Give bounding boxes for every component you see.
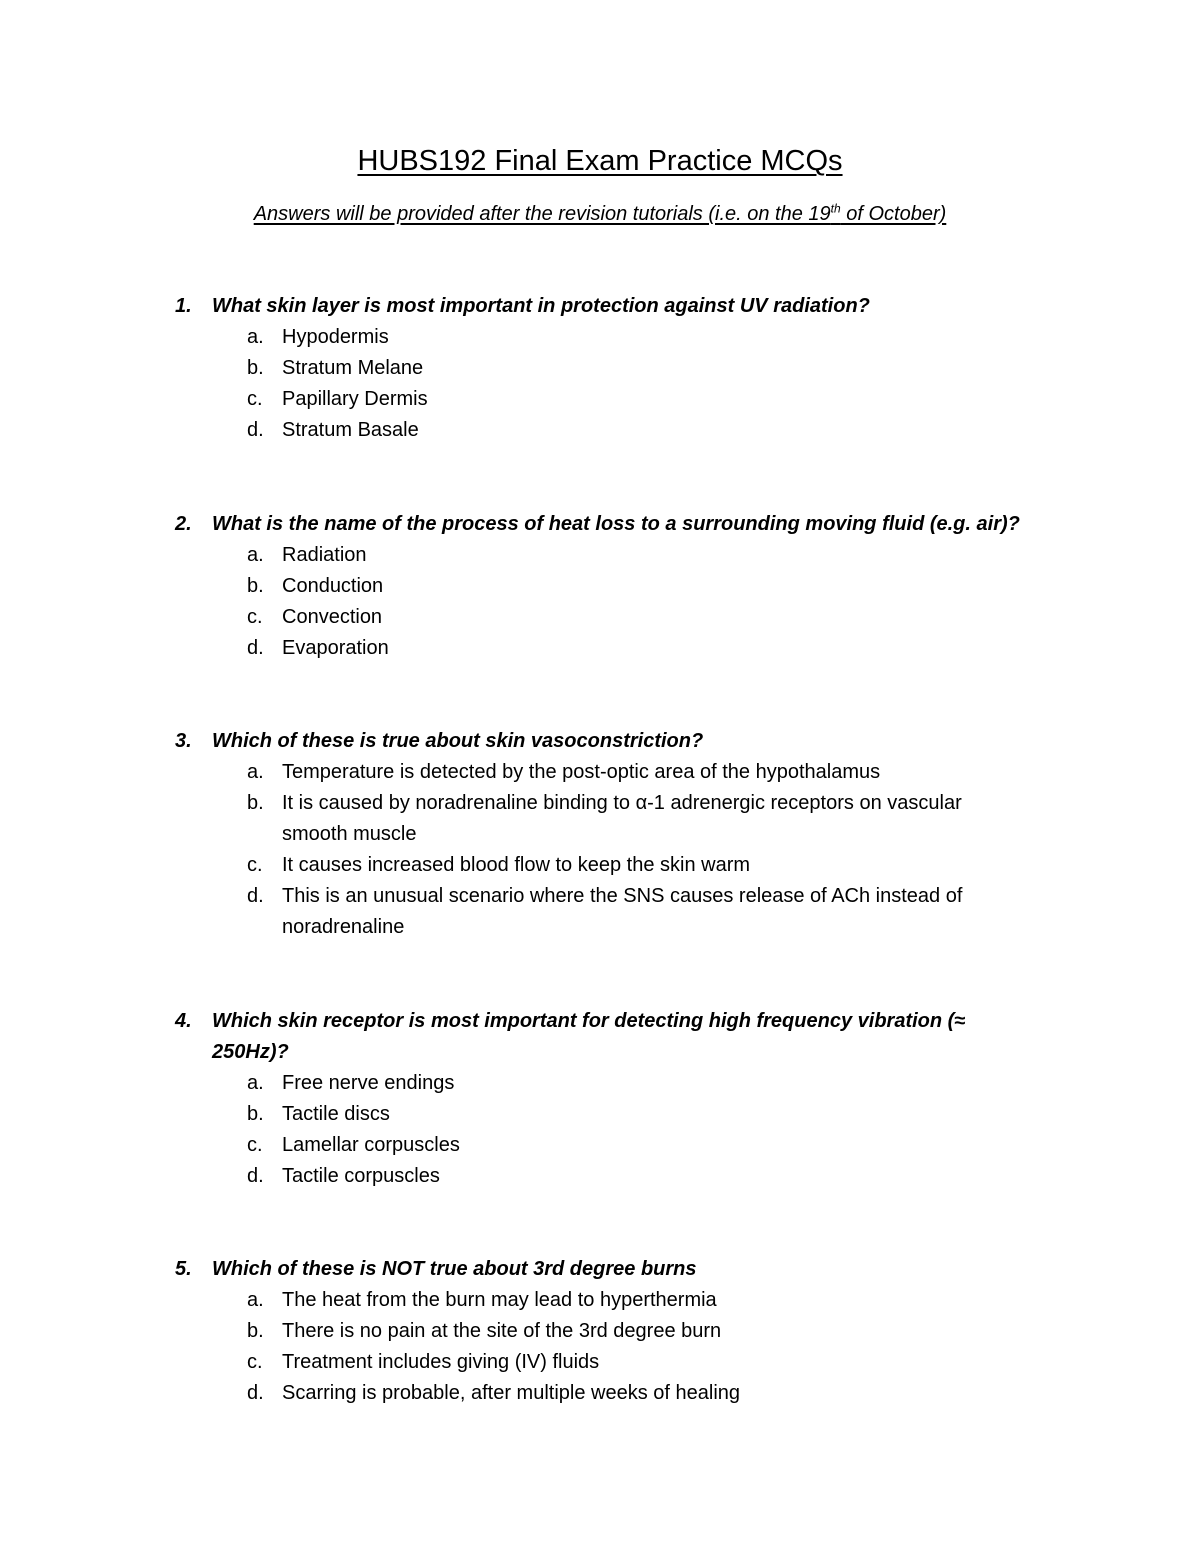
answer-option <box>175 1316 1075 1347</box>
document-subtitle <box>0 200 1200 228</box>
answer-option <box>175 602 1075 633</box>
question-4-stem <box>175 1006 1025 1068</box>
option-text: Temperature is detected by the post-optic area of the hypothalamus <box>282 761 881 783</box>
option-letter: c. <box>247 388 263 410</box>
answer-option <box>175 881 1020 943</box>
question-1-stem <box>175 291 1075 322</box>
option-text: Radiation <box>282 544 367 566</box>
answer-option <box>175 1099 1075 1130</box>
option-text: Treatment includes giving (IV) fluids <box>282 1351 600 1373</box>
question-text: Which of these is NOT true about 3rd degree burns <box>212 1258 697 1280</box>
option-letter: c. <box>247 1351 263 1373</box>
question-number: 2. <box>175 513 192 535</box>
answer-option <box>175 415 1075 446</box>
answer-option <box>175 1068 1075 1099</box>
option-letter: d. <box>247 1165 264 1187</box>
option-letter: b. <box>247 792 264 814</box>
document-title: HUBS192 Final Exam Practice MCQs <box>357 145 843 177</box>
answer-option <box>175 1347 1075 1378</box>
option-text: It causes increased blood flow to keep the skin warm <box>282 854 751 876</box>
option-text: Hypodermis <box>282 326 389 348</box>
answer-option <box>175 1161 1075 1192</box>
answer-option <box>175 1378 1075 1409</box>
question-5 <box>175 1254 1075 1409</box>
option-text: Scarring is probable, after multiple weeks of healing <box>282 1382 741 1404</box>
question-number: 5. <box>175 1258 192 1280</box>
question-4 <box>175 1006 1075 1192</box>
question-text: What skin layer is most important in protection against UV radiation? <box>212 295 870 317</box>
answer-options <box>175 1068 1075 1192</box>
question-3-stem <box>175 726 1075 757</box>
option-letter: a. <box>247 1072 264 1094</box>
question-2 <box>175 509 1075 664</box>
question-text: What is the name of the process of heat loss to a surrounding moving fluid (e.g. air)? <box>212 513 1020 535</box>
question-text: Which skin receptor is most important for detecting high frequency vibration (≈ 250Hz)? <box>212 1010 966 1063</box>
option-letter: d. <box>247 419 264 441</box>
question-2-stem <box>175 509 1075 540</box>
option-text: Stratum Melane <box>282 357 424 379</box>
option-text: The heat from the burn may lead to hyperthermia <box>282 1289 717 1311</box>
answer-options <box>175 322 1075 446</box>
option-letter: a. <box>247 544 264 566</box>
answer-option <box>175 1285 1075 1316</box>
option-letter: c. <box>247 606 263 628</box>
option-text: Tactile corpuscles <box>282 1165 440 1187</box>
option-letter: d. <box>247 885 264 907</box>
subtitle-superscript: th <box>830 201 841 216</box>
answer-option <box>175 353 1075 384</box>
answer-option <box>175 1130 1075 1161</box>
option-letter: d. <box>247 1382 264 1404</box>
question-5-stem <box>175 1254 1075 1285</box>
answer-option <box>175 571 1075 602</box>
option-text: Free nerve endings <box>282 1072 455 1094</box>
subtitle-text-before: Answers will be provided after the revision tutorials (i.e. on the 19 <box>253 203 831 225</box>
option-text: It is caused by noradrenaline binding to α-1 adrenergic receptors on vascular smooth muscle <box>282 792 962 845</box>
option-text: There is no pain at the site of the 3rd degree burn <box>282 1320 722 1342</box>
option-letter: c. <box>247 854 263 876</box>
option-letter: a. <box>247 761 264 783</box>
option-letter: b. <box>247 1320 264 1342</box>
question-text: Which of these is true about skin vasoconstriction? <box>212 730 704 752</box>
answer-options <box>175 757 1075 943</box>
answer-option <box>175 850 1075 881</box>
answer-options <box>175 540 1075 664</box>
answer-option <box>175 788 1020 850</box>
question-1 <box>175 291 1075 446</box>
answer-option <box>175 322 1075 353</box>
option-letter: c. <box>247 1134 263 1156</box>
option-letter: b. <box>247 357 264 379</box>
option-letter: a. <box>247 326 264 348</box>
option-text: Papillary Dermis <box>282 388 428 410</box>
answer-option <box>175 384 1075 415</box>
question-number: 4. <box>175 1010 192 1032</box>
answer-option <box>175 540 1075 571</box>
option-letter: d. <box>247 637 264 659</box>
question-3 <box>175 726 1075 943</box>
answer-option <box>175 757 1075 788</box>
question-number: 1. <box>175 295 192 317</box>
option-letter: b. <box>247 1103 264 1125</box>
option-text: Evaporation <box>282 637 389 659</box>
option-text: Convection <box>282 606 383 628</box>
option-text: This is an unusual scenario where the SNS causes release of ACh instead of noradrenaline <box>282 885 963 938</box>
option-letter: a. <box>247 1289 264 1311</box>
question-number: 3. <box>175 730 192 752</box>
option-text: Stratum Basale <box>282 419 419 441</box>
option-text: Lamellar corpuscles <box>282 1134 460 1156</box>
option-text: Conduction <box>282 575 384 597</box>
option-text: Tactile discs <box>282 1103 390 1125</box>
answer-options <box>175 1285 1075 1409</box>
option-letter: b. <box>247 575 264 597</box>
subtitle-text-after: of October) <box>840 203 947 225</box>
answer-option <box>175 633 1075 664</box>
